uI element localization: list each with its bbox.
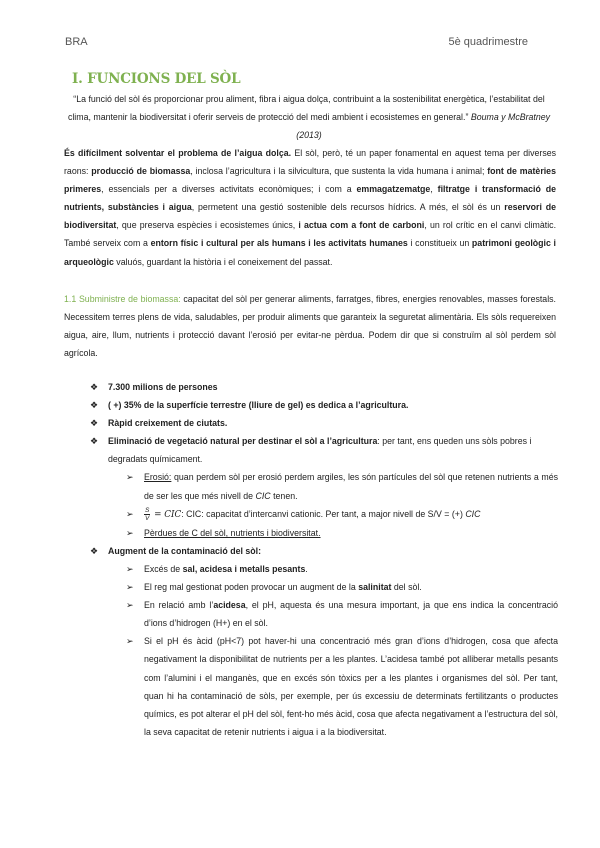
diamond-bullet-icon: ❖ bbox=[90, 400, 99, 411]
list-item: ➢ $\frac{S}{V}$ = CIC: CIC: capacitat d’intercanvi cationic. Per tant, a major nivell de S/V = (+) CIC bbox=[144, 505, 558, 524]
list-item: ➢ El reg mal gestionat poden provocar un augment de la salinitat del sòl. bbox=[144, 578, 558, 596]
list-item: ➢ Excés de sal, acidesa i metalls pesants. bbox=[144, 560, 558, 578]
arrow-bullet-icon: ➢ bbox=[126, 636, 134, 647]
diamond-bullet-icon: ❖ bbox=[90, 418, 99, 429]
quote-citation: Bouma y McBratney (2013) bbox=[296, 112, 551, 140]
arrow-bullet-icon: ➢ bbox=[126, 527, 134, 538]
diamond-bullet-icon: ❖ bbox=[90, 436, 99, 447]
list-item: ❖ 7.300 milions de persones bbox=[108, 378, 558, 396]
arrow-bullet-icon: ➢ bbox=[126, 600, 134, 611]
fraction-s-over-v: $\frac{S}{V}$ bbox=[145, 506, 150, 522]
list-item: ➢ En relació amb l’acidesa, el pH, aquesta és una mesura important, ja que ens indica la concentració d’ions d’hidrogen (H+) en el sòl. bbox=[144, 596, 558, 632]
list-item: ❖ ( +) 35% de la superfície terrestre (lliure de gel) es dedica a l’agricultura. bbox=[108, 396, 558, 414]
header-right: 5è quadrimestre bbox=[448, 36, 528, 48]
list-item: ❖ Ràpid creixement de ciutats. bbox=[108, 414, 558, 432]
diamond-bullet-icon: ❖ bbox=[90, 382, 99, 392]
list-item: ➢ Erosió: quan perdem sòl per erosió perdem argiles, les són partícules del sòl que retenen nutrients a més de ser les que més nivell de CIC tenen. bbox=[144, 468, 558, 504]
list-item: ➢ Si el pH és àcid (pH<7) pot haver-hi una concentració més gran d’ions d’hidrogen, cosa que afecta negativament la disponibilitat de nutrients per a les plantes. L’acidesa també pot alliberar metalls pesants com l’alumini i el manganès, que en excés són tòxics per a les plantes i organismes del sòl. Per tant, quan hi ha contaminació de sòls, per exemple, per ús excessiu de determinats fertilitzants o productes químics, es pot alterar el pH del sòl, fent-ho més àcid, cosa que afecta negativament a l’estructura del sòl, la seva capacitat de retenir nutrients i aigua i a la biodiversitat. bbox=[144, 632, 558, 741]
arrow-bullet-icon: ➢ bbox=[126, 563, 134, 574]
arrow-bullet-icon: ➢ bbox=[126, 472, 134, 483]
list-item: ❖ Eliminació de vegetació natural per destinar el sòl a l’agricultura: per tant, ens queden uns sòls pobres i degradats químicament. bbox=[108, 432, 558, 468]
section-heading: 1.1 Subministre de biomassa: bbox=[64, 294, 181, 304]
list-item: ➢ Pèrdues de C del sòl, nutrients i biodiversitat. bbox=[144, 524, 558, 542]
arrow-bullet-icon: ➢ bbox=[126, 508, 134, 519]
quote-text: “La funció del sòl és proporcionar prou aliment, fibra i aigua dolça, contribuint a la sostenibilitat energètica, l’estabilitat del clima, mantenir la biodiversitat i oferir serveis de protecció del medi ambient i ecosistemes en general.” bbox=[67, 94, 545, 122]
intro-bold: És difícilment solventar el problema de l’aigua dolça. bbox=[64, 148, 292, 158]
quote bbox=[64, 90, 554, 144]
header-left: BRA bbox=[65, 36, 88, 48]
page-title: I. FUNCIONS DEL SÒL bbox=[72, 71, 241, 87]
arrow-bullet-icon: ➢ bbox=[126, 582, 134, 593]
intro-paragraph: És difícilment solventar el problema de l’aigua dolça. El sòl, però, té un paper fonamental en aquest tema per diverses raons: producció de biomassa, inclosa l’agricultura i la silvicultura, que sustenta la vida humana i animal; font de matèries primeres, essencials per a diverses activitats econòmiques; i com a emmagatzematge, filtratge i transformació de nutrients, substàncies i aigua, permetent una gestió sostenible dels recursos hídrics. A més, el sòl és un reservori de biodiversitat, que preserva espècies i ecosistemes únics, i actua com a font de carboni, un rol crític en el canvi climàtic. També serveix com a entorn físic i cultural per als humans i les activitats humanes i constitueix un patrimoni geològic i arqueològic valuós, guardant la història i el coneixement del passat. bbox=[64, 148, 557, 267]
section-paragraph: 1.1 Subministre de biomassa: capacitat del sòl per generar aliments, farratges, fibres, energies renovables, masses forestals. Necessitem terres plens de vida, saludables, per produir aliments que garanteix la seguretat alimentària. Els sòls requereixen aigua, aire, llum, nutrients i protecció davant l’erosió per evitar-ne pèrdua. Podem dir que si construïm al sòl perdem sòl agrícola. bbox=[64, 294, 556, 359]
list-item: ❖ Augment de la contaminació del sòl: bbox=[108, 542, 558, 560]
diamond-bullet-icon: ❖ bbox=[90, 545, 99, 556]
bullet-list bbox=[0, 378, 600, 741]
